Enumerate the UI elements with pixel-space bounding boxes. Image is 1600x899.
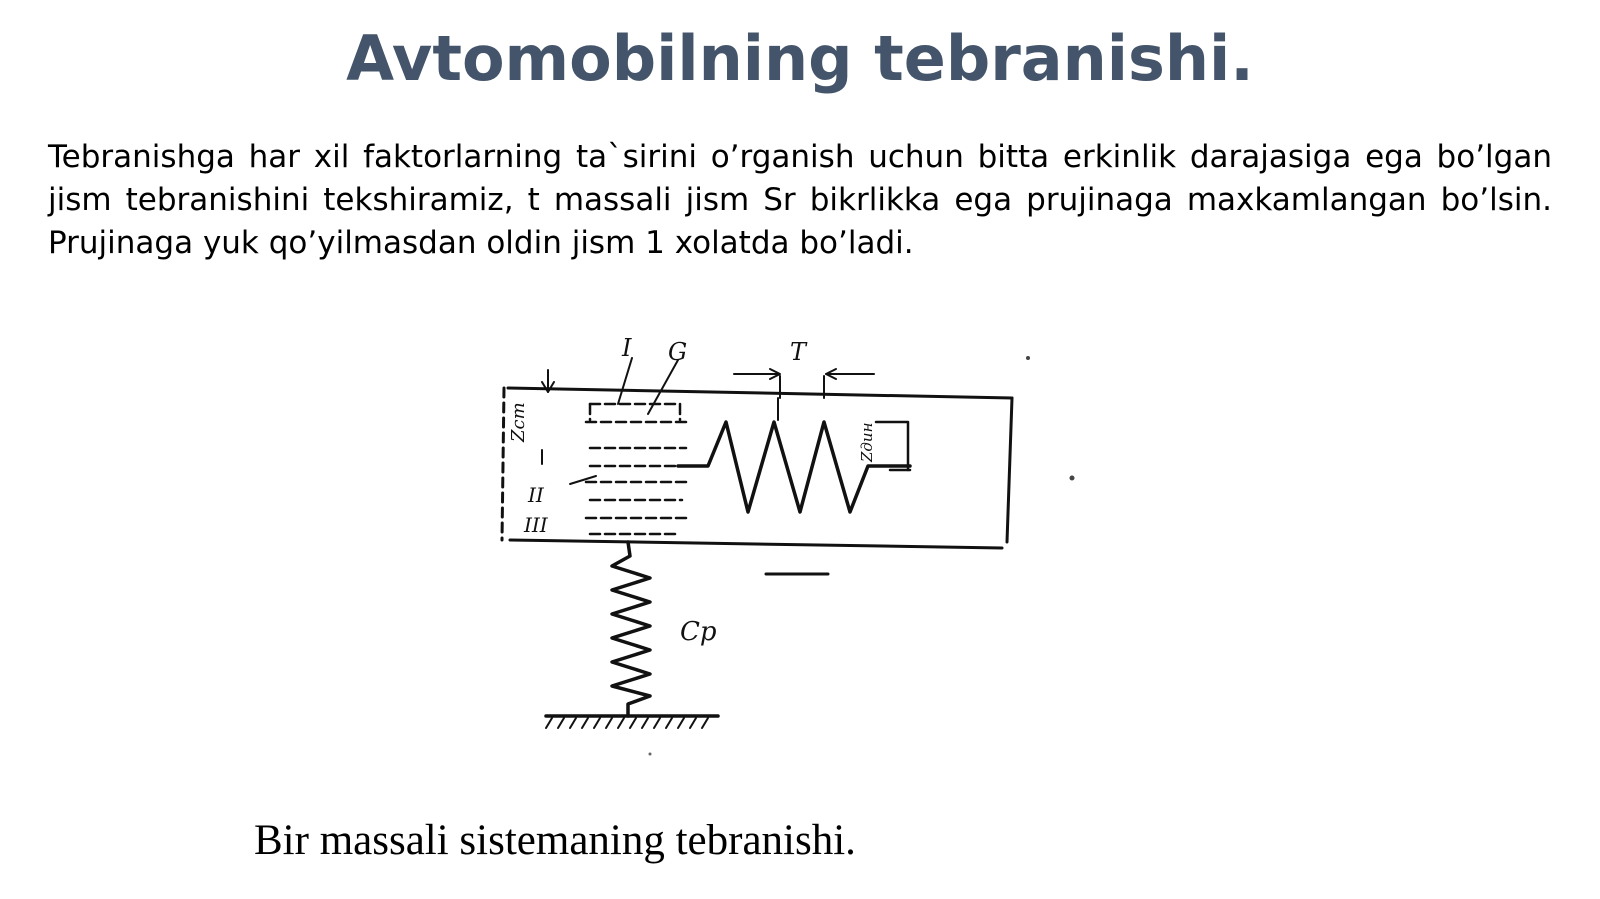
frame-right (1007, 398, 1012, 542)
label-zst: Zст (508, 402, 529, 442)
body-paragraph: Tebranishga har xil faktorlarning ta`sirini o’rganish uchun bitta erkinlik darajasiga ega bo’lgan jism tebranishini tekshiramiz, t massali jism Sr bikrlikka ega prujinaga maxkamlangan bo’lsin. Prujinaga yuk qo’yilmasdan oldin jism 1 xolatda bo’ladi. (48, 139, 1552, 261)
label-g: G (668, 338, 688, 366)
ground-hatching (546, 718, 708, 728)
oscillation-diagram (490, 330, 1090, 770)
frame-top (508, 388, 1012, 398)
slide-title: Avtomobilning tebranishi. (346, 22, 1254, 95)
label-ii: II (528, 483, 544, 507)
label-zdin: Zдин (858, 422, 876, 462)
label-cp: Cp (680, 617, 717, 647)
oscillation-diagram-svg (490, 330, 1090, 770)
vertical-spring (612, 542, 650, 716)
label-one: I (622, 334, 632, 362)
frame-left (502, 388, 504, 540)
label-t: T (790, 338, 807, 366)
label-iii: III (524, 513, 548, 537)
frame-bottom (510, 540, 1002, 548)
figure-caption: Bir massali sistemaning tebranishi. (254, 817, 856, 864)
